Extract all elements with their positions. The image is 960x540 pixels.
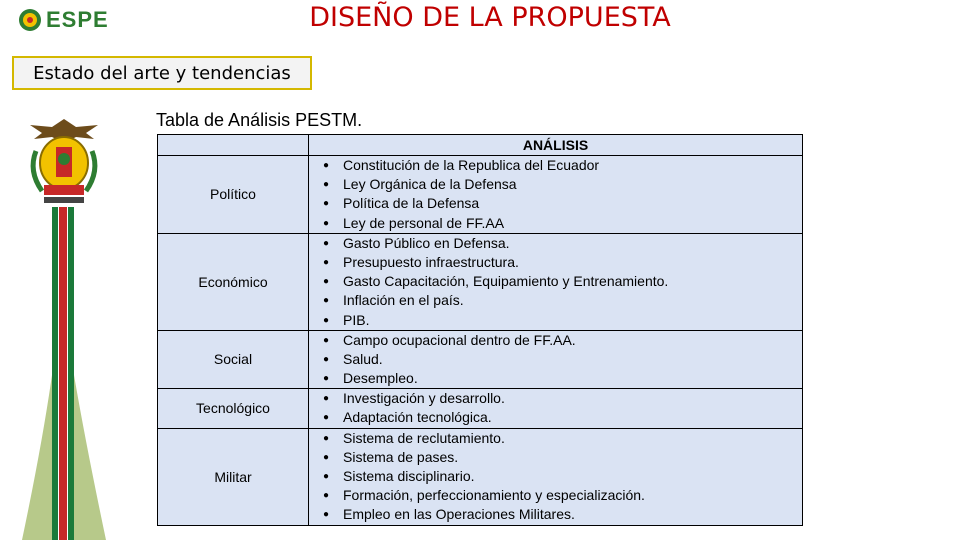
table-row-tecnologico [158,389,803,428]
list-item: ● Inflación en el país. [309,291,802,310]
items-cell [309,330,803,389]
list-item: ● Desempleo. [309,369,802,388]
items-cell [309,233,803,330]
bullet-icon: ● [322,198,330,210]
list-item: ● Constitución de la Republica del Ecuador [309,156,802,175]
bullet-icon: ● [322,412,330,424]
list-item: ● Campo ocupacional dentro de FF.AA. [309,331,802,350]
list-item: ● Adaptación tecnológica. [309,408,802,427]
list-item: ● Sistema de reclutamiento. [309,429,802,448]
bullet-icon: ● [322,217,330,229]
items-cell [309,156,803,234]
bullet-icon: ● [322,237,330,249]
bullet-icon: ● [322,276,330,288]
table-header-analysis: ANÁLISIS [309,135,803,156]
table-row-economico [158,233,803,330]
table-row-militar [158,428,803,525]
list-item: ● Formación, perfeccionamiento y especialización. [309,486,802,505]
bullet-icon: ● [322,295,330,307]
factor-cell: Militar [158,428,309,525]
bullet-icon: ● [322,432,330,444]
items-cell [309,428,803,525]
list-item: ● Salud. [309,350,802,369]
bullet-icon: ● [322,353,330,365]
list-item: ● PIB. [309,311,802,330]
espe-logo [18,6,109,34]
list-item: ● Sistema de pases. [309,448,802,467]
items-cell [309,389,803,428]
table-row-social [158,330,803,389]
bullet-icon: ● [322,179,330,191]
list-item: ● Gasto Público en Defensa. [309,234,802,253]
list-item: ● Empleo en las Operaciones Militares. [309,505,802,524]
list-item: ● Política de la Defensa [309,194,802,213]
armed-forces-emblem-icon [22,115,106,540]
list-item: ● Ley de personal de FF.AA [309,214,802,233]
bullet-icon: ● [322,471,330,482]
bullet-icon: ● [322,314,330,326]
bullet-icon: ● [322,509,330,521]
logo-text: ESPE [46,7,109,32]
list-item: ● Presupuesto infraestructura. [309,253,802,272]
bullet-icon: ● [322,490,330,502]
page-title: DISEÑO DE LA PROPUESTA [309,2,671,33]
factor-cell: Social [158,330,309,389]
list-item: ● Investigación y desarrollo. [309,389,802,408]
bullet-icon: ● [322,373,330,385]
bullet-icon: ● [322,393,330,405]
table-row-politico [158,156,803,234]
table-caption: Tabla de Análisis PESTM. [156,110,363,130]
list-item: ● Gasto Capacitación, Equipamiento y Entrenamiento. [309,272,802,291]
factor-cell: Económico [158,233,309,330]
factor-cell: Tecnológico [158,389,309,428]
list-item: ● Ley Orgánica de la Defensa [309,175,802,194]
section-title: Estado del arte y tendencias [12,56,312,90]
bullet-icon: ● [322,451,330,463]
list-item: ● Sistema disciplinario. [309,467,802,486]
bullet-icon: ● [322,160,330,171]
bullet-icon: ● [322,334,330,346]
factor-cell: Político [158,156,309,234]
pestm-table [157,134,803,526]
table-header-factor [158,135,309,156]
bullet-icon: ● [322,256,330,268]
espe-logo-icon [18,8,42,32]
